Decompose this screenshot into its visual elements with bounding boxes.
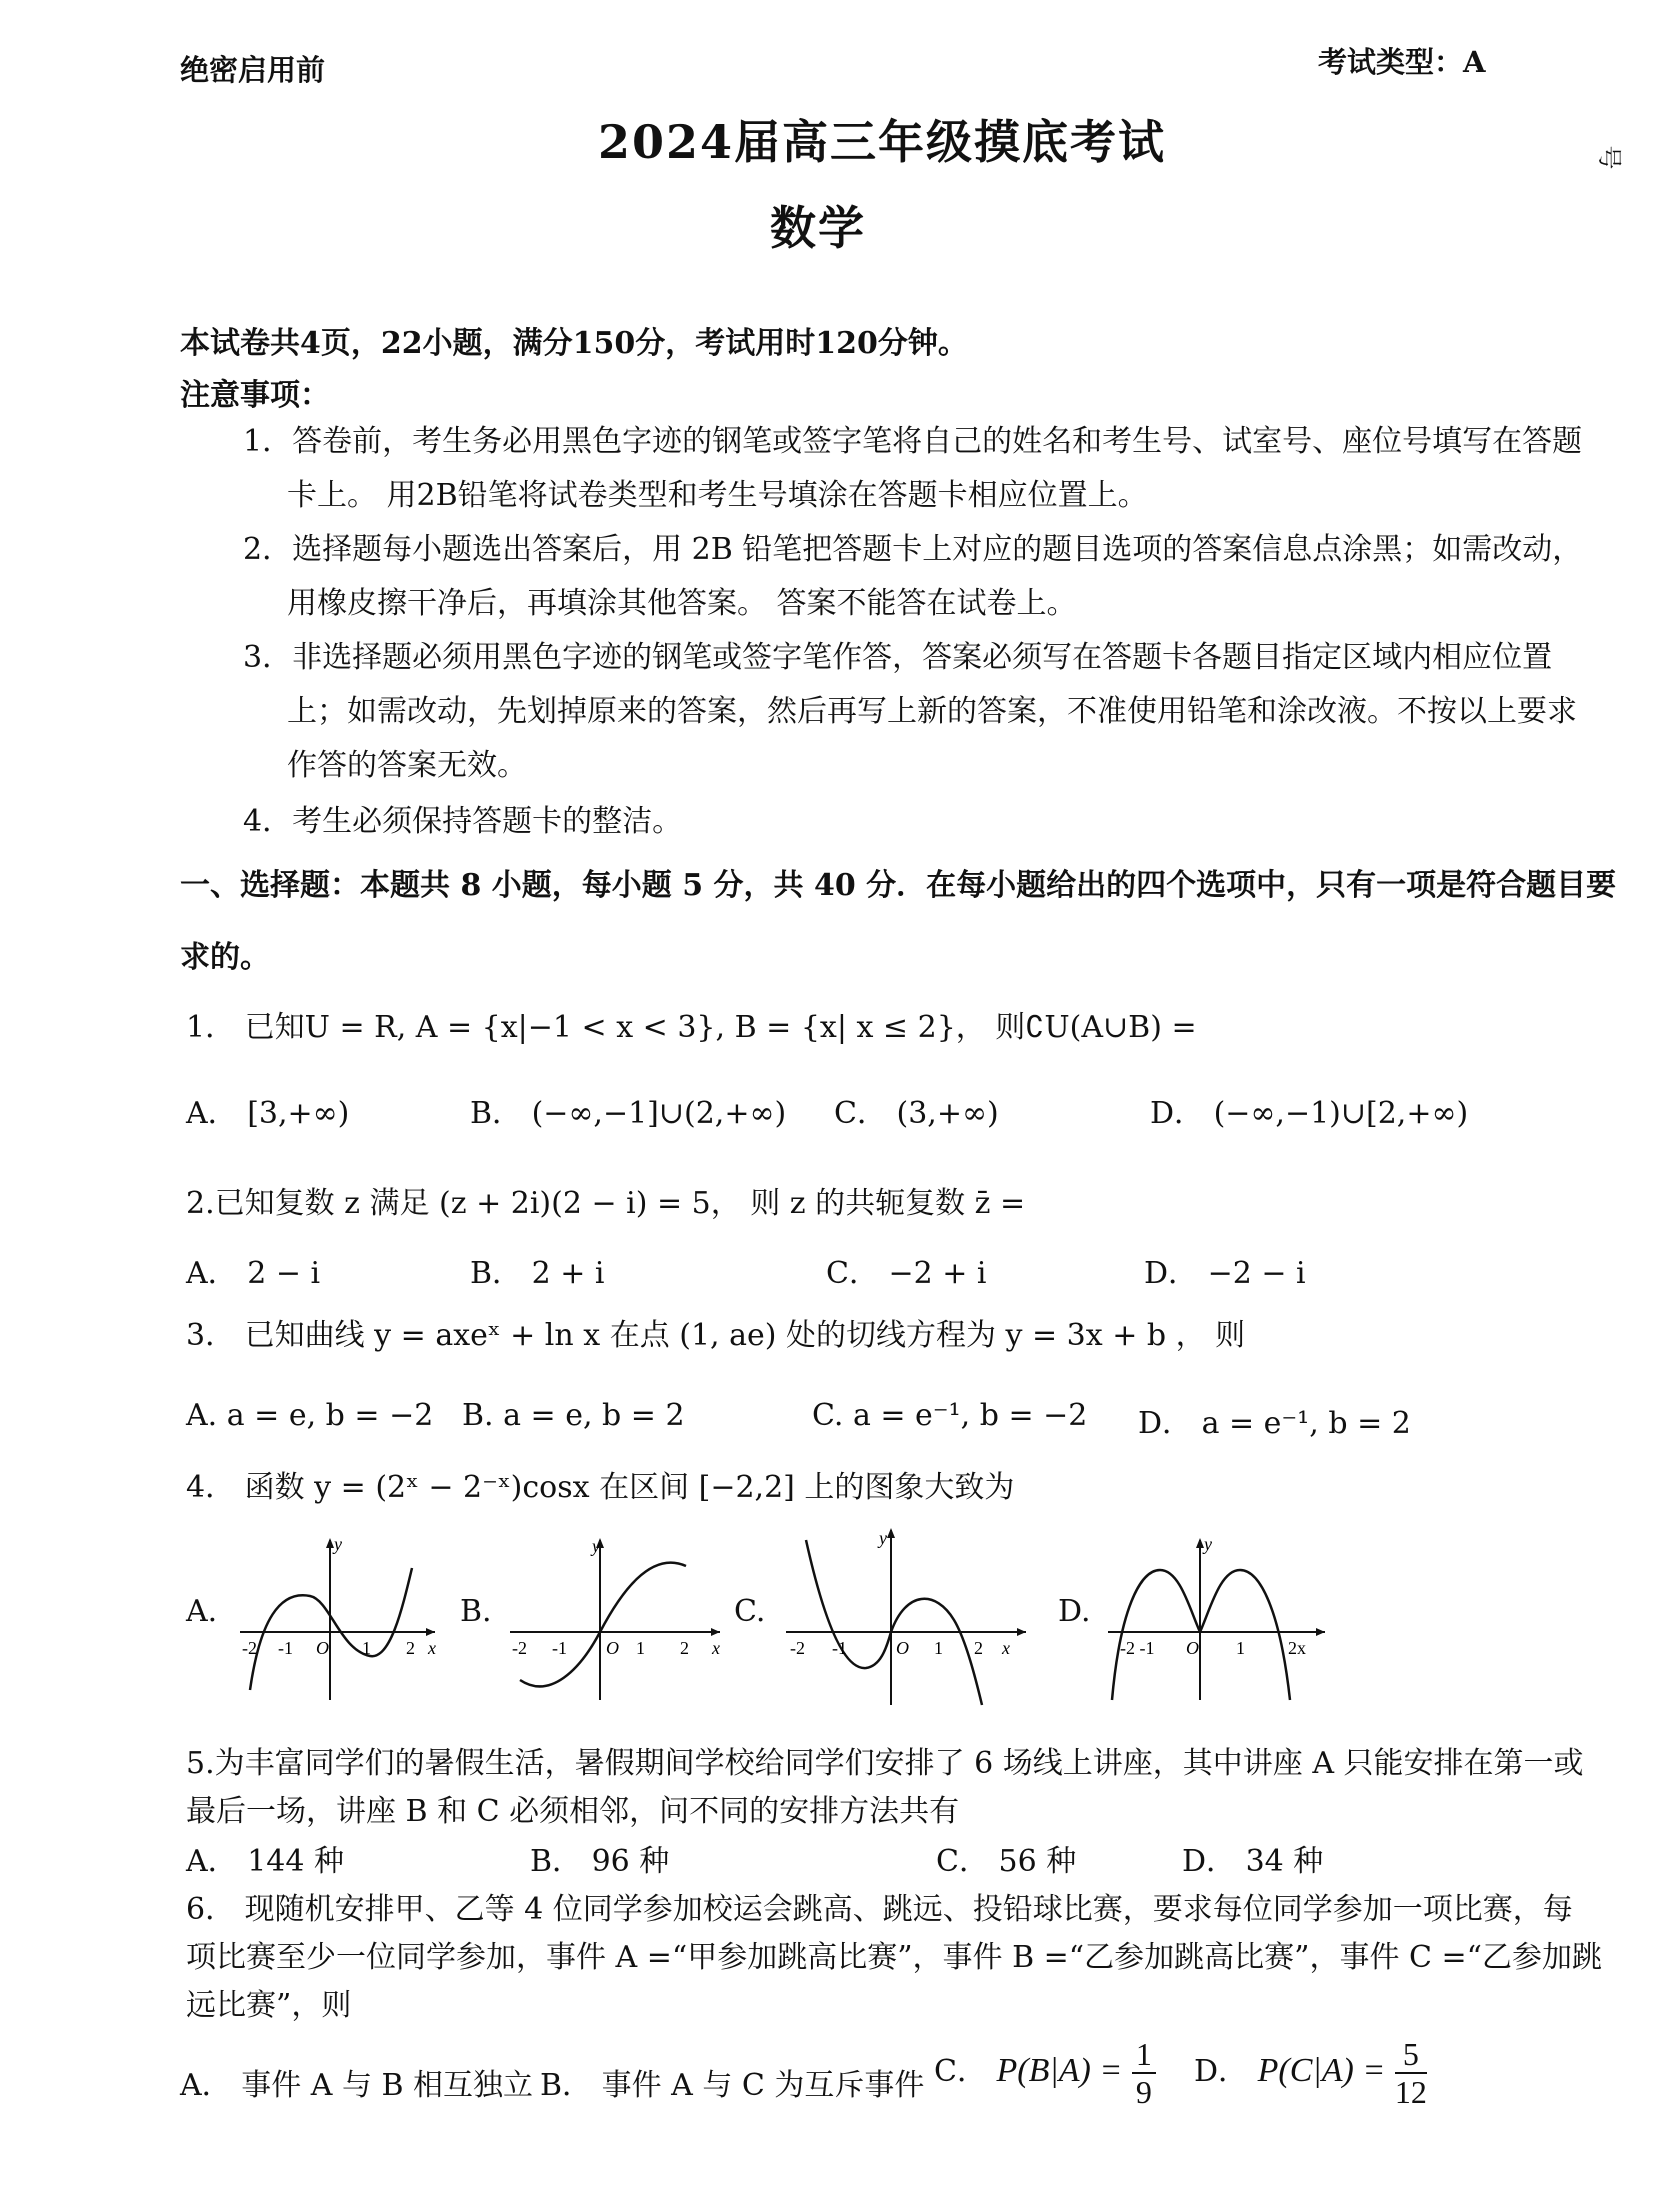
q6-option-a: A． 事件 A 与 B 相互独立: [180, 2068, 534, 2103]
q4-graph-a: [230, 1530, 440, 1705]
confidential-label: 绝密启用前: [180, 53, 326, 87]
notice-4-line1: 4．考生必须保持答题卡的整洁。: [243, 804, 683, 839]
q3-option-c: C. a = e⁻¹, b = −2: [812, 1398, 1088, 1433]
notice-1-line2: 卡上。 用2B铅笔将试卷类型和考生号填涂在答题卡相应位置上。: [287, 478, 1148, 513]
q4-a-tick-p2: 2: [406, 1638, 415, 1658]
margin-mark: 号: [1595, 145, 1624, 170]
q4-d-tick-p2x: 2x: [1288, 1638, 1306, 1658]
q2-option-d: D． −2 − i: [1144, 1256, 1306, 1291]
q6-stem-line2: 项比赛至少一位同学参加，事件 A =“甲参加跳高比赛”，事件 B =“乙参加跳高比赛”，事件 C =“乙参加跳: [186, 1940, 1602, 1975]
q4-option-d-label: D.: [1058, 1594, 1091, 1629]
exam-intro: 本试卷共4页，22小题，满分150分，考试用时120分钟。: [180, 326, 968, 361]
notice-3-line1: 3．非选择题必须用黑色字迹的钢笔或签字笔作答，答案必须写在答题卡各题目指定区域内相应位置: [243, 640, 1553, 675]
q4-d-tick-p1: 1: [1236, 1638, 1245, 1658]
q6-option-c: [934, 2036, 1156, 2110]
q4-c-origin: O: [896, 1638, 909, 1658]
q6-option-d-denominator: 12: [1394, 2074, 1427, 2110]
q5-stem-line2: 最后一场，讲座 B 和 C 必须相邻，问不同的安排方法共有: [186, 1794, 960, 1829]
q4-c-tick-p1: 1: [934, 1638, 943, 1658]
notice-2-line2: 用橡皮擦干净后，再填涂其他答案。 答案不能答在试卷上。: [287, 586, 1077, 621]
q4-c-tick-m2: -2: [790, 1638, 805, 1658]
q5-option-b: B． 96 种: [530, 1844, 670, 1879]
q6-option-c-fraction: [1132, 2036, 1156, 2110]
q5-option-d: D． 34 种: [1182, 1844, 1324, 1879]
exam-type-label: 考试类型：A: [1318, 45, 1486, 79]
q4-graph-d: [1100, 1530, 1330, 1705]
q4-graph-c: [776, 1520, 1031, 1710]
section1-heading: 一、选择题：本题共 8 小题，每小题 5 分，共 40 分．在每小题给出的四个选项中，只有一项是符合题目要: [180, 868, 1617, 903]
q4-a-tick-m1: -1: [278, 1638, 293, 1658]
q4-graph-b: [500, 1530, 725, 1705]
notice-1-line1: 1．答卷前，考生务必用黑色字迹的钢笔或签字笔将自己的姓名和考生号、试室号、座位号填写在答题: [243, 424, 1583, 459]
q3-option-d: D． a = e⁻¹, b = 2: [1138, 1406, 1411, 1441]
q4-c-x-label: x: [1002, 1638, 1010, 1658]
q4-b-origin: O: [606, 1638, 619, 1658]
section1-heading-cont: 求的。: [180, 940, 270, 975]
q6-option-c-denominator: 9: [1135, 2074, 1152, 2110]
q3-stem: 3． 已知曲线 y = axeˣ + ln x 在点 (1, ae) 处的切线方程为 y = 3x + b ， 则: [186, 1318, 1246, 1353]
q5-option-a: A． 144 种: [186, 1844, 344, 1879]
q6-stem-line1: 6． 现随机安排甲、乙等 4 位同学参加校运会跳高、跳远、投铅球比赛，要求每位同学参加一项比赛，每: [186, 1892, 1573, 1927]
q6-option-d-fraction: [1395, 2036, 1427, 2110]
q4-d-y-label: y: [1204, 1534, 1212, 1554]
q4-d-origin: O: [1186, 1638, 1199, 1658]
q4-option-a-label: A.: [186, 1594, 218, 1629]
q4-c-tick-p2: 2: [974, 1638, 983, 1658]
q5-stem-line1: 5.为丰富同学们的暑假生活，暑假期间学校给同学们安排了 6 场线上讲座，其中讲座 A 只能安排在第一或: [186, 1746, 1584, 1781]
q6-option-d-expr: P(C|A) =: [1257, 2052, 1386, 2089]
notice-2-line1: 2．选择题每小题选出答案后，用 2B 铅笔把答题卡上对应的题目选项的答案信息点涂黑；如需改动，: [243, 532, 1583, 567]
q4-b-tick-m2: -2: [512, 1638, 527, 1658]
subject-title: 数学: [770, 201, 866, 255]
q6-option-d-label: D．: [1194, 2054, 1249, 2089]
q4-d-tick-m2m1: -2 -1: [1120, 1638, 1155, 1658]
notice-title: 注意事项：: [180, 378, 330, 413]
q1-option-b: B． (−∞,−1]∪(2,+∞): [470, 1096, 787, 1131]
q1-option-a: A． [3,+∞): [186, 1096, 350, 1131]
q3-option-a: A. a = e, b = −2: [186, 1398, 434, 1433]
q4-b-y-label: y: [592, 1536, 600, 1556]
q4-c-tick-m1: -1: [832, 1638, 847, 1658]
q4-b-x-label: x: [712, 1638, 720, 1658]
q4-b-tick-p1: 1: [636, 1638, 645, 1658]
q1-option-c: C． (3,+∞): [834, 1096, 999, 1131]
q6-option-d-numerator: 5: [1395, 2036, 1427, 2074]
q4-stem: 4． 函数 y = (2ˣ − 2⁻ˣ)cosx 在区间 [−2,2] 上的图象大致为: [186, 1470, 1015, 1505]
q4-a-tick-p1: 1: [362, 1638, 371, 1658]
q4-a-tick-m2: -2: [242, 1638, 257, 1658]
q4-a-x-label: x: [428, 1638, 436, 1658]
q5-option-c: C． 56 种: [936, 1844, 1077, 1879]
q6-option-c-label: C．: [934, 2054, 987, 2089]
q4-b-tick-m1: -1: [552, 1638, 567, 1658]
q6-option-c-numerator: 1: [1132, 2036, 1156, 2074]
q2-stem: 2.已知复数 z 满足 (z + 2i)(2 − i) = 5， 则 z 的共轭复数 z̄ =: [186, 1186, 1026, 1221]
q6-option-d: [1194, 2036, 1427, 2110]
notice-3-line2: 上；如需改动，先划掉原来的答案，然后再写上新的答案，不准使用铅笔和涂改液。不按以上要求: [287, 694, 1577, 729]
q1-stem: 1． 已知U = R, A = {x|−1 < x < 3}, B = {x| x ≤ 2}， 则∁U(A∪B) =: [186, 1010, 1197, 1045]
q2-option-a: A． 2 − i: [186, 1256, 321, 1291]
q1-option-d: D． (−∞,−1)∪[2,+∞): [1150, 1096, 1469, 1131]
q6-stem-line3: 远比赛”，则: [186, 1988, 352, 2023]
q2-option-b: B． 2 + i: [470, 1256, 605, 1291]
q4-c-y-label: y: [879, 1528, 887, 1548]
exam-title: 2024届高三年级摸底考试: [598, 115, 1167, 169]
q4-b-tick-p2: 2: [680, 1638, 689, 1658]
q4-option-b-label: B.: [460, 1594, 492, 1629]
q2-option-c: C． −2 + i: [826, 1256, 987, 1291]
notice-3-line3: 作答的答案无效。: [287, 748, 527, 783]
q4-a-y-label: y: [334, 1534, 342, 1554]
q6-option-b: B． 事件 A 与 C 为互斥事件: [540, 2068, 925, 2103]
q4-a-origin: O: [316, 1638, 329, 1658]
q6-option-c-expr: P(B|A) =: [996, 2052, 1123, 2089]
q4-option-c-label: C.: [734, 1594, 766, 1629]
q3-option-b: B. a = e, b = 2: [462, 1398, 685, 1433]
